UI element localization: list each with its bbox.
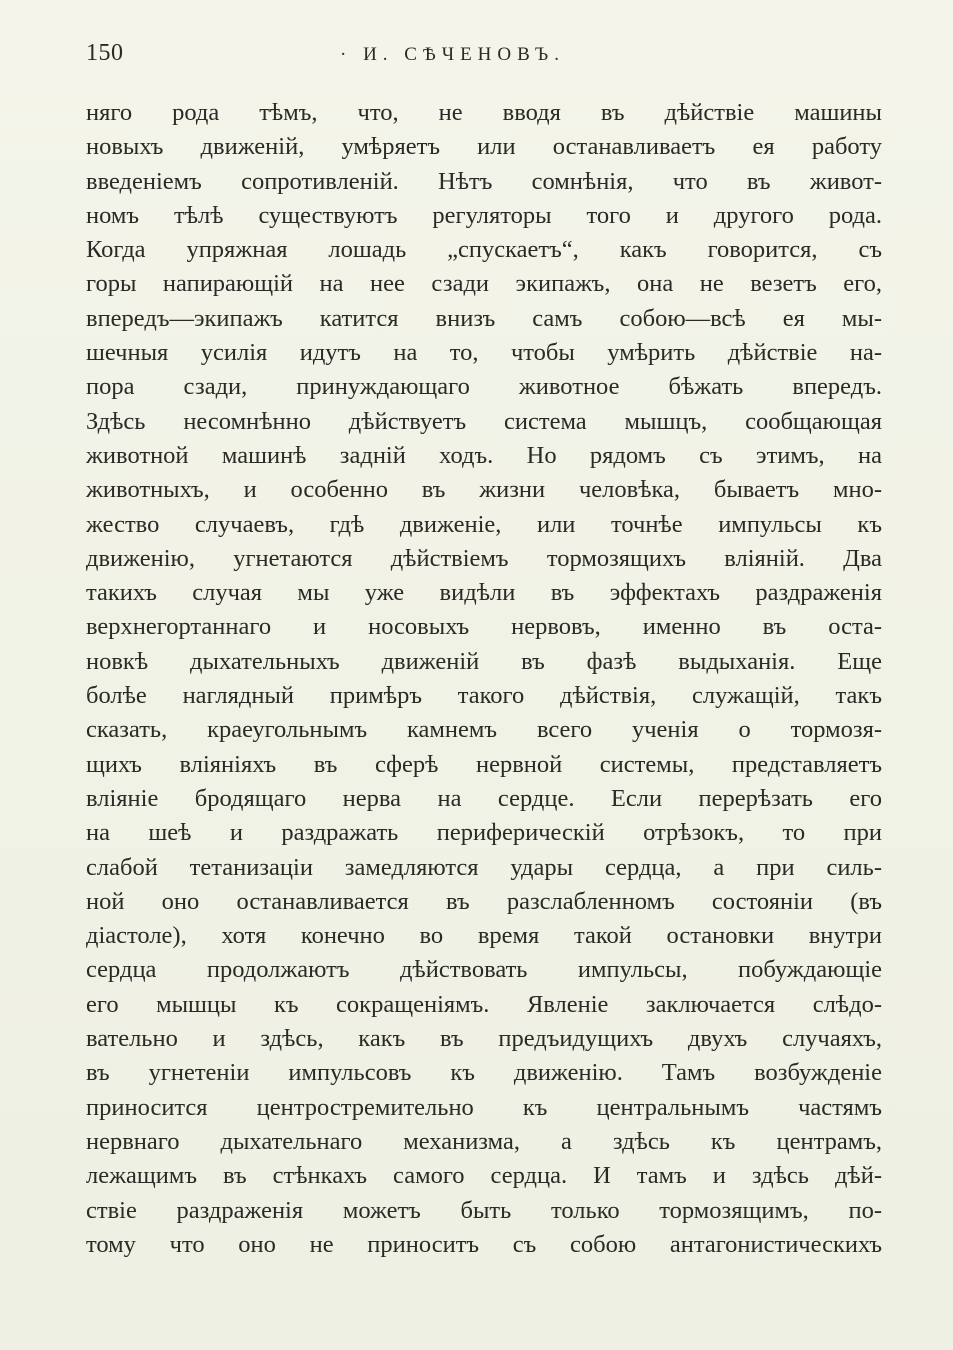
text-line: горы напирающій на нее сзади экипажъ, она не везетъ его, xyxy=(86,270,882,298)
text-line: ствіе раздраженія можетъ быть только тормозящимъ, по- xyxy=(86,1196,882,1224)
text-line: сердца продолжаютъ дѣйствовать импульсы, побуждающіе xyxy=(86,956,882,984)
text-line: болѣе наглядный примѣръ такого дѣйствія, служащій, такъ xyxy=(86,682,882,710)
text-line: слабой тетанизаціи замедляются удары сердца, а при силь- xyxy=(86,853,882,881)
text-line: няго рода тѣмъ, что, не вводя въ дѣйствіе машины xyxy=(86,99,882,126)
page-header xyxy=(86,40,886,74)
text-line: такихъ случая мы уже видѣли въ эффектахъ раздраженія xyxy=(86,579,882,607)
text-line: щихъ вліяніяхъ въ сферѣ нервной системы, представляетъ xyxy=(86,750,882,778)
page-number: 150 xyxy=(86,40,124,66)
text-line: новыхъ движеній, умѣряетъ или останавливаетъ ея работу xyxy=(86,133,882,161)
running-head: · И. СѢЧЕНОВЪ. xyxy=(340,44,565,65)
text-line: Когда упряжная лошадь „спускаетъ“, какъ говорится, съ xyxy=(86,236,882,264)
text-line: ной оно останавливается въ разслабленномъ состояніи (въ xyxy=(86,887,882,915)
text-line: лежащимъ въ стѣнкахъ самого сердца. И тамъ и здѣсь дѣй- xyxy=(86,1162,882,1190)
text-line: номъ тѣлѣ существуютъ регуляторы того и другого рода. xyxy=(86,201,882,229)
text-line: вліяніе бродящаго нерва на сердце. Если перерѣзать его xyxy=(86,784,882,812)
text-line: вательно и здѣсь, какъ въ предъидущихъ двухъ случаяхъ, xyxy=(86,1025,882,1053)
text-line: въ угнетеніи импульсовъ къ движенію. Тамъ возбужденіе xyxy=(86,1059,882,1087)
text-line: нервнаго дыхательнаго механизма, а здѣсь къ центрамъ, xyxy=(86,1127,882,1155)
text-line: сказать, краеугольнымъ камнемъ всего ученія о тормозя- xyxy=(86,716,882,744)
text-line: впередъ—экипажъ катится внизъ самъ собою—всѣ ея мы- xyxy=(86,304,882,332)
text-line: Здѣсь несомнѣнно дѣйствуетъ система мышцъ, сообщающая xyxy=(86,407,882,435)
text-line: жество случаевъ, гдѣ движеніе, или точнѣе импульсы къ xyxy=(86,510,882,538)
text-line: пора сзади, принуждающаго животное бѣжать впередъ. xyxy=(86,373,882,401)
text-line: діастоле), хотя конечно во время такой остановки внутри xyxy=(86,922,882,950)
text-line: на шеѣ и раздражать периферическій отрѣзокъ, то при xyxy=(86,819,882,847)
text-line: введеніемъ сопротивленій. Нѣтъ сомнѣнія, что въ живот- xyxy=(86,167,882,195)
text-line: тому что оно не приноситъ съ собою антагонистическихъ xyxy=(86,1230,882,1258)
text-line: приносится центростремительно къ центральнымъ частямъ xyxy=(86,1093,882,1121)
text-line: шечныя усилія идутъ на то, чтобы умѣрить дѣйствіе на- xyxy=(86,339,882,367)
text-line: новкѣ дыхательныхъ движеній въ фазѣ выдыханія. Еще xyxy=(86,647,882,675)
text-line: животной машинѣ задній ходъ. Но рядомъ съ этимъ, на xyxy=(86,441,882,469)
text-line: животныхъ, и особенно въ жизни человѣка, бываетъ мно- xyxy=(86,476,882,504)
text-line: его мышцы къ сокращеніямъ. Явленіе заключается слѣдо- xyxy=(86,990,882,1018)
text-line: верхнегортаннаго и носовыхъ нервовъ, именно въ оста- xyxy=(86,613,882,641)
text-line: движенію, угнетаются дѣйствіемъ тормозящихъ вліяній. Два xyxy=(86,544,882,572)
body-text xyxy=(86,96,882,1262)
